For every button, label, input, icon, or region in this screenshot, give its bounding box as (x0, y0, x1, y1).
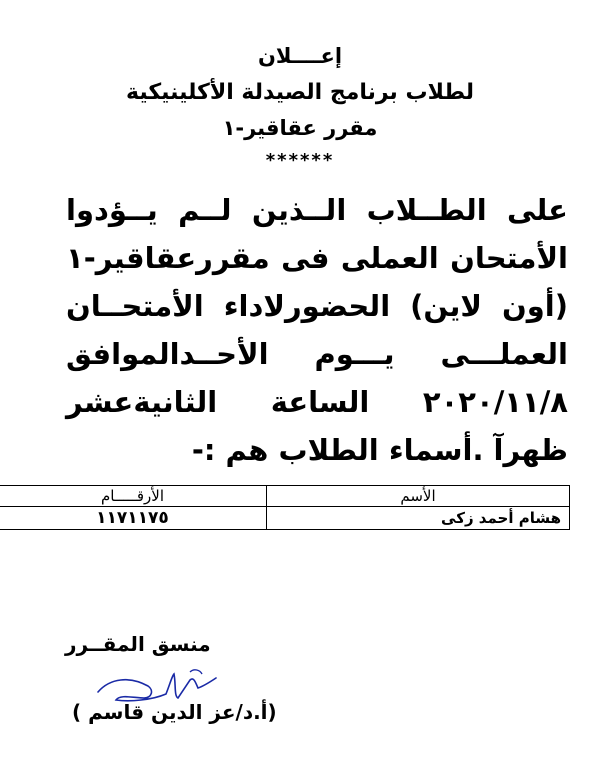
announcement-title: إعــــلان (257, 44, 343, 68)
coordinator-title: منسق المقــرر (65, 632, 211, 656)
course-line: مقرر عقاقير-١ (222, 116, 378, 140)
body-line: ظهرآ .أسماء الطلاب هم :- (191, 433, 568, 467)
announcement-body (66, 186, 568, 474)
student-name-cell: هشام أحمد زكى (267, 507, 570, 530)
table-row (0, 507, 570, 530)
body-line: على الطــلاب الــذين لــم يــؤدوا (66, 193, 568, 227)
body-line: (أون لاين) الحضورلاداء الأمتحــان (66, 289, 568, 323)
student-id-cell: ١١٧١١٧٥ (0, 507, 267, 530)
name-column-header: الأسم (267, 486, 570, 507)
body-line: ٢٠٢٠/١١/٨ الساعة الثانيةعشر (66, 385, 568, 419)
stars-divider: ****** (265, 150, 335, 171)
body-line: الأمتحان العملى فى مقررعقاقير-١ (66, 241, 568, 275)
table-header-row (0, 486, 570, 507)
audience-line: لطلاب برنامج الصيدلة الأكلينيكية (126, 80, 474, 105)
id-column-header: الأرقـــــام (0, 486, 267, 507)
professor-name: (أ.د/عز الدين قاسم ) (72, 700, 277, 724)
body-line: العملـــى يـــوم الأحــدالموافق (66, 337, 568, 371)
students-table (0, 485, 570, 530)
